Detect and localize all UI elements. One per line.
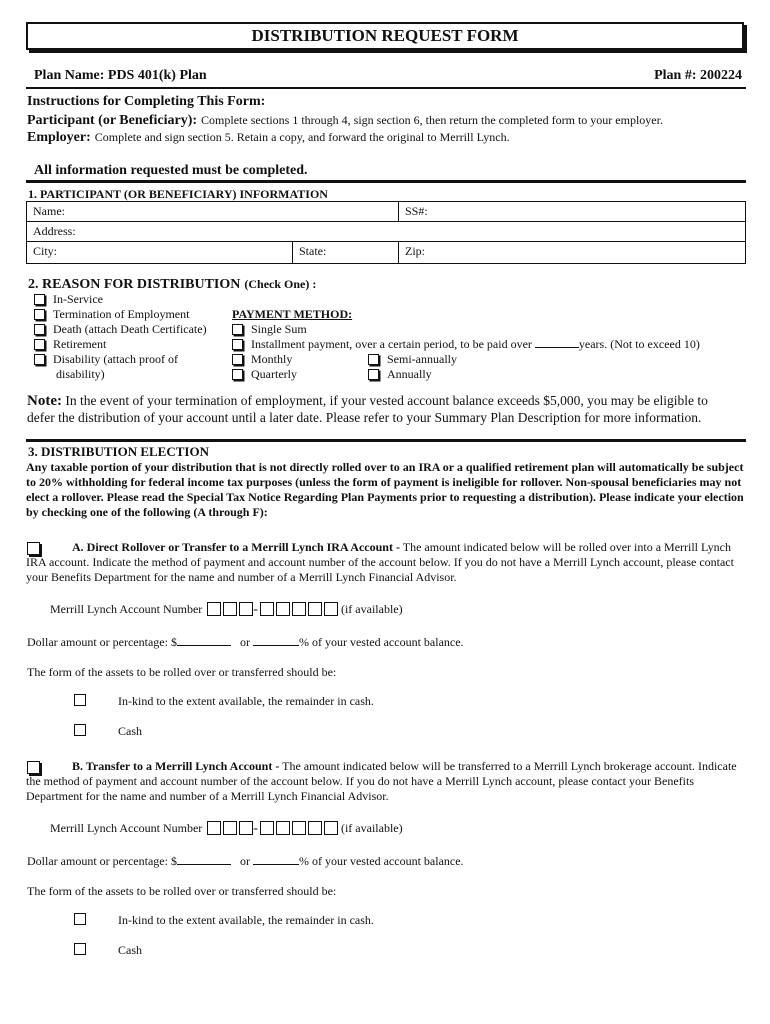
checkbox-icon[interactable]	[368, 369, 379, 380]
reason-label: In-Service	[53, 292, 103, 306]
section2-heading-note: (Check One) :	[244, 277, 317, 291]
account-digit-box[interactable]	[239, 821, 253, 835]
option-b-title: B. Transfer to a Merrill Lynch Account -	[72, 759, 280, 773]
reason-label: Termination of Employment	[53, 307, 190, 321]
checkbox-icon[interactable]	[34, 309, 45, 320]
address-field[interactable]	[26, 221, 746, 242]
dollar-label: Dollar amount or percentage: $	[27, 854, 177, 868]
checkbox-icon[interactable]	[232, 369, 243, 380]
checkbox-icon[interactable]	[232, 339, 243, 350]
reason-label: Disability (attach proof of	[53, 352, 178, 366]
account-digit-box[interactable]	[260, 821, 274, 835]
account-digit-box[interactable]	[223, 821, 237, 835]
participant-text: Complete sections 1 through 4, sign section 6, then return the completed form to your employer.	[201, 113, 663, 127]
city-field[interactable]	[26, 241, 293, 264]
checkbox-icon[interactable]	[34, 324, 45, 335]
option-b-account-row	[50, 821, 403, 837]
option-b-inkind-label: In-kind to the extent available, the remainder in cash.	[118, 913, 374, 927]
form-title	[26, 22, 744, 50]
employer-text: Complete and sign section 5. Retain a copy, and forward the original to Merrill Lynch.	[94, 130, 510, 144]
plan-name-value: PDS 401(k) Plan	[107, 68, 207, 83]
account-digit-box[interactable]	[207, 602, 221, 616]
checkbox-icon[interactable]	[232, 354, 243, 365]
option-b-cash-checkbox[interactable]	[74, 943, 86, 955]
checkbox-icon[interactable]	[34, 294, 45, 305]
option-a-inkind-checkbox[interactable]	[74, 694, 86, 706]
vested-text: % of your vested account balance.	[298, 635, 464, 649]
all-info-required: All information requested must be completed.	[34, 163, 308, 178]
zip-field[interactable]	[398, 241, 746, 264]
payment-single-sum[interactable]	[232, 322, 307, 337]
payment-label: Monthly	[251, 352, 293, 366]
section1-heading: 1. PARTICIPANT (OR BENEFICIARY) INFORMATION	[28, 187, 328, 201]
account-digit-box[interactable]	[324, 821, 338, 835]
reason-termination[interactable]	[34, 307, 189, 322]
account-digit-box[interactable]	[308, 821, 322, 835]
checkbox-icon[interactable]	[368, 354, 379, 365]
note-label: Note:	[27, 393, 62, 409]
divider	[26, 180, 746, 183]
section2-heading-text: 2. REASON FOR DISTRIBUTION	[28, 277, 241, 292]
participant-instructions	[27, 111, 663, 129]
option-b-inkind-checkbox[interactable]	[74, 913, 86, 925]
account-digit-box[interactable]	[207, 821, 221, 835]
option-a-checkbox[interactable]	[27, 542, 40, 555]
option-a-title: A. Direct Rollover or Transfer to a Merrill Lynch IRA Account -	[72, 540, 400, 554]
account-label: Merrill Lynch Account Number	[50, 821, 203, 835]
payment-method-heading-text: PAYMENT METHOD:	[232, 307, 353, 321]
checkbox-icon[interactable]	[34, 339, 45, 350]
installment-years-blank[interactable]	[535, 347, 579, 348]
ss-label: SS#:	[405, 204, 428, 218]
employer-instructions: Employer: Complete and sign section 5. Retain a copy, and forward the original to Merrill Lynch.	[27, 130, 510, 145]
divider	[26, 439, 746, 442]
option-b-form-assets: The form of the assets to be rolled over or transferred should be:	[27, 884, 337, 898]
section2-heading	[28, 275, 316, 293]
state-field[interactable]	[292, 241, 399, 264]
account-digit-box[interactable]	[292, 821, 306, 835]
name-field[interactable]	[26, 201, 399, 222]
reason-label: Retirement	[53, 337, 107, 351]
option-a-account-row	[50, 602, 403, 618]
payment-method-heading	[232, 307, 352, 322]
or-text: or	[239, 854, 250, 868]
reason-in-service[interactable]	[34, 292, 103, 307]
state-label: State:	[299, 244, 327, 258]
option-a-text: The amount indicated below will be rolled over into a Merrill Lynch IRA account. Indicate the method of payment and account number of the account below. If you do not have a Merrill Lynch account, please contact your Benefits Department for the name and number of a Merrill Lynch Financial Advisor.	[26, 540, 734, 584]
reason-label: Death (attach Death Certificate)	[53, 322, 207, 336]
vested-text: % of your vested account balance.	[298, 854, 464, 868]
payment-quarterly[interactable]	[232, 367, 297, 382]
option-b-checkbox[interactable]	[27, 761, 40, 774]
zip-label: Zip:	[405, 244, 425, 258]
payment-installment[interactable]	[232, 337, 700, 352]
option-b	[26, 759, 748, 804]
account-label: Merrill Lynch Account Number	[50, 602, 203, 616]
payment-label: Semi-annually	[387, 352, 457, 366]
option-a-amount-row	[27, 635, 464, 650]
reason-disability[interactable]	[34, 352, 178, 367]
percentage-blank[interactable]	[253, 645, 299, 646]
option-b-cash-label: Cash	[118, 943, 142, 957]
dollar-label: Dollar amount or percentage: $	[27, 635, 177, 649]
if-available: (if available)	[340, 602, 403, 616]
if-available: (if available)	[340, 821, 403, 835]
plan-number-value: 200224	[700, 68, 742, 83]
employer-label: Employer	[27, 130, 87, 145]
option-a-cash-label: Cash	[118, 724, 142, 738]
account-digit-box[interactable]	[260, 602, 274, 616]
checkbox-icon[interactable]	[232, 324, 243, 335]
checkbox-icon[interactable]	[34, 354, 45, 365]
participant-label: Participant (or Beneficiary):	[27, 113, 198, 128]
form-title-text: DISTRIBUTION REQUEST FORM	[251, 26, 519, 45]
payment-label: Installment payment, over a certain period, to be paid over	[251, 337, 532, 351]
name-label: Name:	[33, 204, 65, 218]
note-line-1	[27, 393, 708, 410]
account-digit-box[interactable]	[276, 602, 290, 616]
payment-monthly[interactable]	[232, 352, 292, 367]
payment-label: Annually	[387, 367, 432, 381]
payment-label: Quarterly	[251, 367, 297, 381]
plan-number-label: Plan #:	[654, 68, 697, 83]
option-a-cash-checkbox[interactable]	[74, 724, 86, 736]
percentage-blank[interactable]	[253, 864, 299, 865]
reason-death[interactable]	[34, 322, 207, 337]
instructions-heading: Instructions for Completing This Form:	[27, 94, 266, 109]
divider	[26, 87, 746, 89]
reason-retirement[interactable]	[34, 337, 106, 352]
note-text: In the event of your termination of employment, if your vested account balance exceeds $5,000, you may be eligible to	[65, 393, 708, 408]
option-a-form-assets: The form of the assets to be rolled over or transferred should be:	[27, 665, 337, 679]
account-dash: -	[253, 821, 258, 836]
note-line-2: defer the distribution of your account until a later date. Please refer to your Summary Plan Description for more information.	[27, 410, 702, 425]
dollar-amount-blank[interactable]	[177, 645, 231, 646]
account-digit-box[interactable]	[324, 602, 338, 616]
plan-name-row	[34, 68, 207, 84]
section3-intro: Any taxable portion of your distribution that is not directly rolled over to an IRA or a qualified retirement plan will automatically be subject to 20% withholding for federal income tax purposes (unless the form of payment is ineligible for rollover. Non-spousal beneficiaries may not elect a rollover. Please read the Special Tax Notice Regarding Plan Payments prior to requesting a distribution). Please indicate your election by checking one of the following (A through F):	[26, 460, 744, 519]
dollar-amount-blank[interactable]	[177, 864, 231, 865]
account-digit-box[interactable]	[308, 602, 322, 616]
payment-label-cont: years. (Not to exceed 10)	[578, 337, 700, 351]
account-digit-box[interactable]	[276, 821, 290, 835]
plan-number-row	[654, 68, 742, 84]
option-b-amount-row	[27, 854, 464, 869]
reason-disability-cont: disability)	[56, 367, 105, 381]
section3-heading: 3. DISTRIBUTION ELECTION	[28, 444, 209, 459]
payment-annually[interactable]	[368, 367, 432, 382]
ss-field[interactable]	[398, 201, 746, 222]
address-label: Address:	[33, 224, 76, 238]
or-text: or	[239, 635, 250, 649]
payment-label: Single Sum	[251, 322, 307, 336]
account-digit-box[interactable]	[239, 602, 253, 616]
account-digit-box[interactable]	[223, 602, 237, 616]
payment-semi-annually[interactable]	[368, 352, 457, 367]
plan-name-label: Plan Name:	[34, 68, 105, 83]
account-dash: -	[253, 602, 258, 617]
account-digit-box[interactable]	[292, 602, 306, 616]
option-b-text: The amount indicated below will be transferred to a Merrill Lynch brokerage account. Indicate the method of payment and account number of the account below. If you do not have a Merrill Lynch account, please contact your Benefits Department for the name and number of a Merrill Lynch Financial Advisor.	[26, 759, 737, 803]
option-a-inkind-label: In-kind to the extent available, the remainder in cash.	[118, 694, 374, 708]
option-a	[26, 540, 748, 585]
city-label: City:	[33, 244, 58, 258]
